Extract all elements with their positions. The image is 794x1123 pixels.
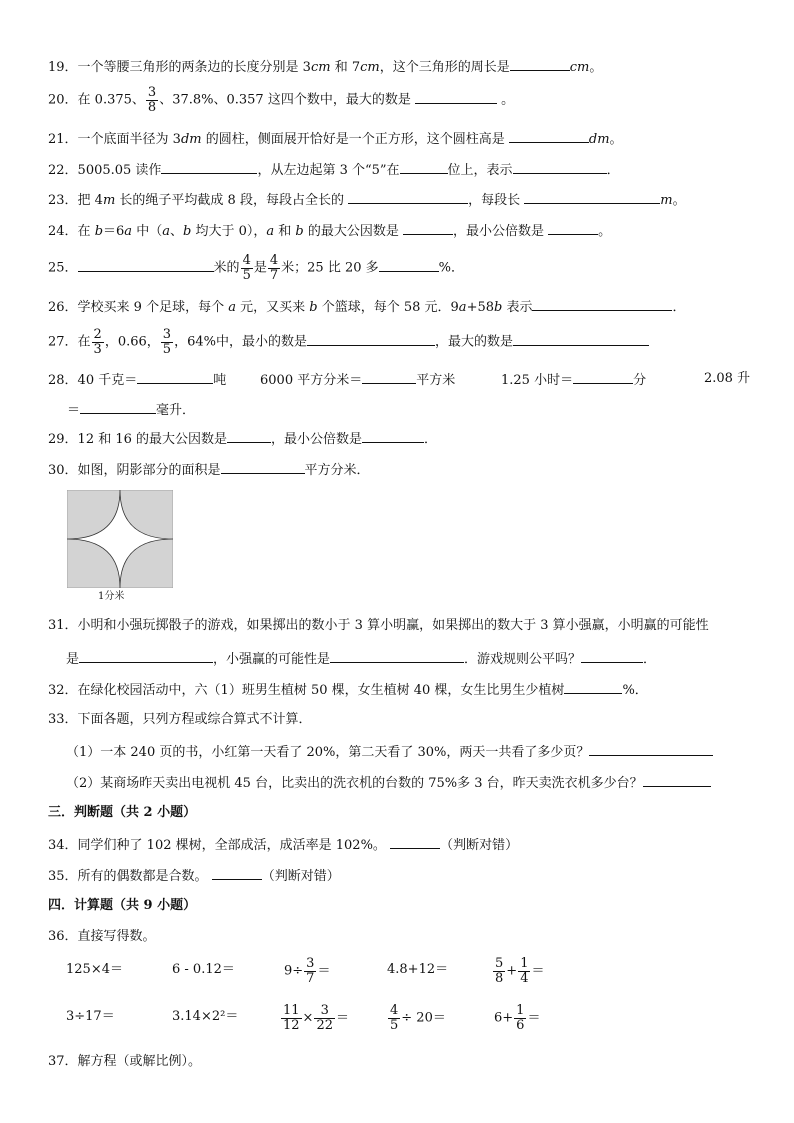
calc-item: 9÷ $\frac{3}{7}$ ＝ xyxy=(284,956,331,986)
question-28: 28．40 千克＝ 吨 xyxy=(48,369,226,391)
answer-blank[interactable] xyxy=(643,772,711,787)
fraction: $\frac{11}{12}$ xyxy=(283,1003,300,1033)
answer-blank[interactable] xyxy=(79,648,213,663)
answer-blank[interactable] xyxy=(513,331,649,346)
question-24: 24．在 b＝6a 中（a、b 均大于 0），a 和 b 的最大公因数是 ，最小公倍数是 。 xyxy=(48,220,611,242)
question-19: 19．一个等腰三角形的两条边的长度分别是 3cm 和 7cm，这个三角形的周长是 cm。 xyxy=(48,56,602,78)
question-30: 30．如图，阴影部分的面积是 平方分米． xyxy=(48,459,370,481)
question-36: 36．直接写得数。 xyxy=(48,929,156,944)
answer-blank[interactable] xyxy=(581,648,643,663)
question-37: 37．解方程（或解比例）。 xyxy=(48,1054,202,1069)
question-28-part2: 6000 平方分米＝ 平方米 xyxy=(260,369,455,391)
answer-blank[interactable] xyxy=(161,159,257,174)
question-27: 27．在 $\frac{2}{3}$ ，0.66， $\frac{3}{5}$ ，64%中，最小的数是 ，最大的数是 xyxy=(48,328,649,356)
calc-item: $\frac{4}{5}$ ÷ 20＝ xyxy=(390,1003,446,1033)
section-3-heading: 三．判断题（共 2 小题） xyxy=(48,805,197,820)
question-28-part3: 1.25 小时＝ 分 xyxy=(501,369,646,391)
question-34: 34．同学们种了 102 棵树，全部成活，成活率是 102%。 （判断对错） xyxy=(48,834,518,856)
fraction: $\frac{1}{6}$ xyxy=(516,1003,525,1033)
calc-item: 3.14×2²＝ xyxy=(172,1009,239,1024)
answer-blank[interactable] xyxy=(403,220,453,235)
answer-blank[interactable] xyxy=(330,648,464,663)
fraction: $\frac{2}{3}$ xyxy=(93,327,102,357)
question-28-part5: ＝ 毫升． xyxy=(67,399,195,421)
question-32: 32．在绿化校园活动中，六（1）班男生植树 50 棵，女生植树 40 棵，女生比男生少植树 %． xyxy=(48,679,648,701)
answer-blank[interactable] xyxy=(400,159,448,174)
answer-blank[interactable] xyxy=(573,369,633,384)
question-22: 22．5005.05 读作 ，从左边起第 3 个“5”在 位上，表示 ． xyxy=(48,159,620,181)
question-31: 31．小明和小强玩掷骰子的游戏，如果掷出的数小于 3 算小明赢，如果掷出的数大于 3 算小强赢，小明赢的可能性 xyxy=(48,618,709,633)
answer-blank[interactable] xyxy=(589,741,713,756)
fraction: $\frac{5}{8}$ xyxy=(495,956,504,986)
answer-blank[interactable] xyxy=(80,399,156,414)
answer-blank[interactable] xyxy=(415,89,497,104)
fraction: $\frac{4}{7}$ xyxy=(269,253,279,283)
fraction: $\frac{3}{8}$ xyxy=(147,85,157,115)
calc-item: 3÷17＝ xyxy=(66,1009,115,1024)
answer-blank[interactable] xyxy=(78,257,214,272)
question-31-line2: 是 ，小强赢的可能性是 ．游戏规则公平吗？ ． xyxy=(66,648,656,670)
calc-item: 125×4＝ xyxy=(66,962,123,977)
calc-item: 6 - 0.12＝ xyxy=(172,962,235,977)
answer-blank[interactable] xyxy=(379,257,439,272)
answer-blank[interactable] xyxy=(509,128,589,143)
answer-blank[interactable] xyxy=(564,679,622,694)
fraction: $\frac{3}{7}$ xyxy=(306,956,315,986)
figure-caption: 1分米 xyxy=(98,591,125,602)
question-33: 33．下面各题，只列方程或综合算式不计算． xyxy=(48,712,312,727)
answer-blank[interactable] xyxy=(348,189,468,204)
fraction: $\frac{4}{5}$ xyxy=(242,253,251,283)
answer-blank[interactable] xyxy=(524,189,660,204)
fraction: $\frac{3}{5}$ xyxy=(162,327,172,357)
answer-blank[interactable] xyxy=(227,428,271,443)
answer-blank[interactable] xyxy=(390,834,440,849)
question-35: 35．所有的偶数都是合数。 （判断对错） xyxy=(48,865,340,887)
fraction: $\frac{3}{22}$ xyxy=(316,1003,333,1033)
fraction: $\frac{1}{4}$ xyxy=(520,956,529,986)
calc-item: $\frac{11}{12}$ × $\frac{3}{22}$ ＝ xyxy=(283,1003,350,1033)
question-33-part2: （2）某商场昨天卖出电视机 45 台，比卖出的洗衣机的台数的 75%多 3 台，昨天卖洗衣机多少台？ xyxy=(66,772,711,794)
answer-blank[interactable] xyxy=(513,159,607,174)
calc-item: 4.8+12＝ xyxy=(387,962,449,977)
calc-item: $\frac{5}{8}$ + $\frac{1}{4}$ ＝ xyxy=(495,956,545,986)
question-28-part4: 2.08 升 xyxy=(704,371,751,386)
question-23: 23．把 4m 长的绳子平均截成 8 段，每段占全长的 ，每段长 m。 xyxy=(48,189,686,211)
answer-blank[interactable] xyxy=(221,459,305,474)
question-33-part1: （1）一本 240 页的书，小红第一天看了 20%，第二天看了 30%，两天一共看了多少页？ xyxy=(66,741,713,763)
answer-blank[interactable] xyxy=(362,369,416,384)
question-21: 21．一个底面半径为 3dm 的圆柱，侧面展开恰好是一个正方形，这个圆柱高是 dm。 xyxy=(48,128,623,150)
calc-item: 6+ $\frac{1}{6}$ ＝ xyxy=(494,1003,541,1033)
answer-blank[interactable] xyxy=(532,296,672,311)
answer-blank[interactable] xyxy=(548,220,598,235)
question-20: 20．在 0.375、 $\frac{3}{8}$ 、37.8%、0.357 这四个数中，最大的数是 。 xyxy=(48,85,515,115)
fraction: $\frac{4}{5}$ xyxy=(390,1003,399,1033)
question-25: 25． 米的 $\frac{4}{5}$ 是 $\frac{4}{7}$ 米；25 比 20 多 %． xyxy=(48,253,464,283)
answer-blank[interactable] xyxy=(212,865,262,880)
question-26: 26．学校买来 9 个足球，每个 a 元，又买来 b 个篮球，每个 58 元．9a+58b 表示 ． xyxy=(48,296,685,318)
answer-blank[interactable] xyxy=(307,331,435,346)
answer-blank[interactable] xyxy=(510,56,570,71)
question-29: 29．12 和 16 的最大公因数是 ，最小公倍数是 ． xyxy=(48,428,437,450)
answer-blank[interactable] xyxy=(137,369,213,384)
section-4-heading: 四．计算题（共 9 小题） xyxy=(48,898,197,913)
answer-blank[interactable] xyxy=(362,428,424,443)
shaded-square-figure xyxy=(67,490,173,588)
